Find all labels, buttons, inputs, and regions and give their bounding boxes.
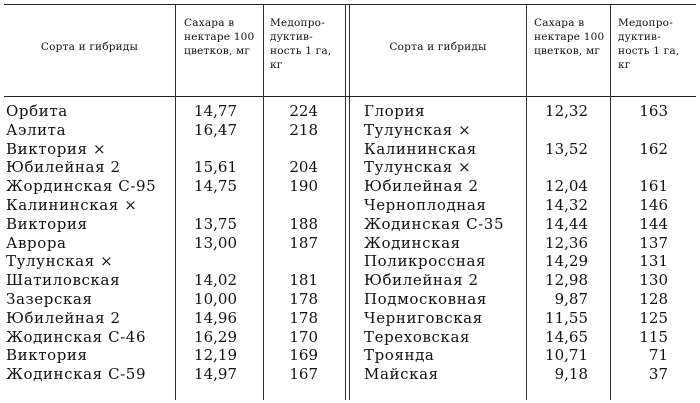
honey-value: 137 (639, 233, 668, 252)
table-top-rule (4, 4, 696, 5)
sugar-value: 15,61 (194, 158, 237, 177)
variety-name: Тулунская × (364, 120, 472, 139)
honey-value: 128 (639, 290, 668, 308)
variety-name: Черниговская (364, 308, 483, 327)
honey-value: 218 (289, 120, 318, 139)
honey-value: 37 (648, 365, 668, 384)
honey-value: 170 (289, 327, 318, 346)
variety-name: Юбилейная 2 (6, 158, 121, 177)
sugar-value: 16,47 (194, 120, 237, 139)
honey-value: 178 (289, 308, 318, 327)
table-row (4, 196, 696, 215)
honey-value: 131 (639, 252, 668, 271)
sugar-value: 10,00 (194, 290, 237, 308)
header-sugar-left: Сахара в нектаре 100 цветков, мг (184, 17, 255, 57)
honey-value: 181 (289, 271, 318, 290)
table-row (4, 309, 696, 328)
header-variety-left: Сорта и гибриды (40, 41, 139, 53)
variety-name: Тереховская (364, 327, 471, 346)
sugar-value: 12,32 (545, 102, 588, 120)
variety-name: Юбилейная 2 (6, 308, 121, 327)
variety-name: Жординская С-95 (6, 177, 157, 196)
honey-value: 163 (639, 102, 668, 120)
variety-name: Троянда (364, 346, 435, 365)
variety-name: Жодинская С-46 (6, 327, 147, 346)
table-row (4, 102, 696, 121)
honey-value: 125 (639, 308, 668, 327)
table-row (4, 365, 696, 384)
sugar-value: 14,02 (194, 271, 237, 290)
sugar-value: 14,65 (545, 327, 588, 346)
honey-value: 144 (639, 214, 668, 233)
data-table (4, 4, 696, 400)
table-row (4, 290, 696, 309)
variety-name: Юбилейная 2 (364, 177, 479, 196)
honey-value: 130 (639, 271, 668, 290)
sugar-value: 14,77 (194, 102, 237, 120)
honey-value: 161 (639, 177, 668, 196)
variety-name: Тулунская × (364, 158, 472, 177)
header-honey-right: Медопро- дуктив- ность 1 га, кг (618, 17, 680, 71)
sugar-value: 13,75 (194, 214, 237, 233)
sugar-value: 14,44 (545, 214, 588, 233)
sugar-value: 11,55 (545, 308, 588, 327)
variety-name: Виктория (6, 346, 88, 365)
table-row (4, 328, 696, 347)
honey-value: 178 (289, 290, 318, 308)
header-sugar-right: Сахара в нектаре 100 цветков, мг (534, 17, 605, 57)
honey-value: 167 (289, 365, 318, 384)
sugar-value: 12,04 (545, 177, 588, 196)
sugar-value: 12,36 (545, 233, 588, 252)
variety-name: Тулунская × (6, 252, 114, 271)
variety-name: Черноплодная (364, 196, 487, 214)
variety-name: Аврора (6, 233, 67, 252)
sugar-value: 9,18 (554, 365, 588, 384)
sugar-value: 12,19 (194, 346, 237, 365)
table-row (4, 215, 696, 234)
variety-name: Подмосковная (364, 290, 487, 308)
variety-name: Жодинская (364, 233, 461, 252)
header-variety-right: Сорта и гибриды (389, 41, 487, 53)
table-row (4, 140, 696, 159)
variety-name: Майская (364, 365, 439, 384)
honey-value: 71 (648, 346, 668, 365)
variety-name: Аэлита (6, 120, 67, 139)
sugar-value: 14,32 (545, 196, 588, 214)
honey-value: 169 (289, 346, 318, 365)
sugar-value: 14,29 (545, 252, 588, 271)
table-row (4, 121, 696, 140)
sugar-value: 13,00 (194, 233, 237, 252)
variety-name: Виктория (6, 214, 88, 233)
sugar-value: 14,75 (194, 177, 237, 196)
honey-value: 162 (639, 139, 668, 158)
honey-value: 187 (289, 233, 318, 252)
sugar-value: 13,52 (545, 139, 588, 158)
variety-name: Шатиловская (6, 271, 121, 290)
header-honey-left: Медопро- дуктив- ность 1 га, кг (270, 17, 332, 71)
sugar-value: 10,71 (545, 346, 588, 365)
table-row (4, 271, 696, 290)
honey-value: 188 (289, 214, 318, 233)
sugar-value: 9,87 (554, 290, 588, 308)
variety-name: Жодинская С-59 (6, 365, 147, 384)
table-row (4, 346, 696, 365)
honey-value: 146 (639, 196, 668, 214)
variety-name: Глория (364, 102, 426, 120)
honey-value: 224 (289, 102, 318, 120)
sugar-value: 16,29 (194, 327, 237, 346)
table-row (4, 234, 696, 253)
honey-value: 115 (639, 327, 668, 346)
variety-name: Орбита (6, 102, 68, 120)
sugar-value: 12,98 (545, 271, 588, 290)
table-row (4, 252, 696, 271)
variety-name: Зазерская (6, 290, 93, 308)
honey-value: 204 (289, 158, 318, 177)
variety-name: Юбилейная 2 (364, 271, 479, 290)
table-row (4, 158, 696, 177)
sugar-value: 14,97 (194, 365, 237, 384)
honey-value: 190 (289, 177, 318, 196)
variety-name: Калининская (364, 139, 477, 158)
variety-name: Калининская × (6, 196, 138, 214)
header-bottom-rule (4, 96, 696, 97)
sugar-value: 14,96 (194, 308, 237, 327)
variety-name: Поликроссная (364, 252, 487, 271)
variety-name: Жодинская С-35 (364, 214, 505, 233)
table-row (4, 177, 696, 196)
variety-name: Виктория × (6, 139, 107, 158)
